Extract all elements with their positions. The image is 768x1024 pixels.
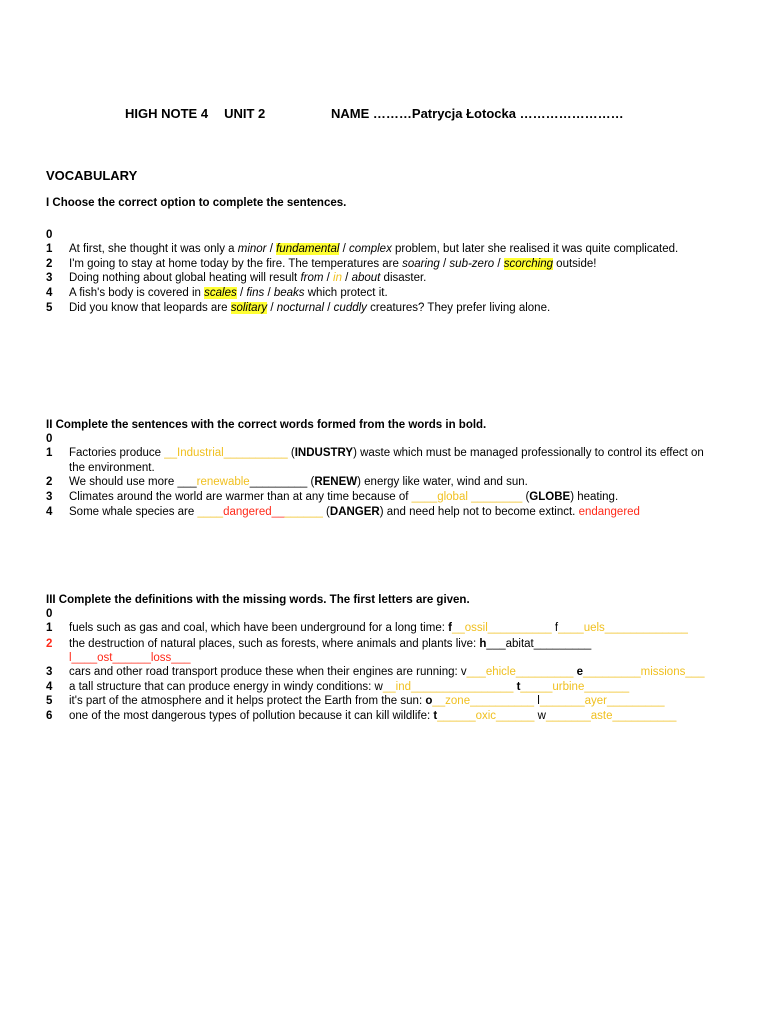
- ex2-example-number: 0: [46, 433, 53, 445]
- answer-fill: ______oxic______: [437, 710, 535, 722]
- first-letter: t: [516, 681, 521, 693]
- ex2-item: [69, 446, 704, 460]
- name-dots-right: ……………………: [519, 106, 624, 121]
- option: nocturnal: [276, 302, 325, 314]
- blank-line: _________: [249, 476, 308, 488]
- ex1-item: [69, 301, 550, 315]
- ex3-item: [69, 709, 676, 723]
- ex2-item: [69, 475, 528, 489]
- answer-fill: __Industrial__________: [164, 447, 288, 459]
- ex1-item-number: 3: [46, 272, 53, 284]
- ex2-item-number: 4: [46, 506, 53, 518]
- ex3-item: [69, 694, 665, 708]
- name-dots-left: ………: [372, 106, 412, 121]
- separator: /: [264, 287, 274, 299]
- ex2-item: [69, 490, 618, 504]
- name-label: NAME: [331, 106, 370, 121]
- sentence-text: Some whale species are: [69, 506, 198, 518]
- separator: /: [236, 287, 247, 299]
- answer-fill: _________missions___: [583, 666, 705, 678]
- sentence-text: At first, she thought it was only a: [69, 243, 238, 255]
- sentence-text: outside!: [552, 258, 597, 270]
- base-word: INDUSTRY: [294, 447, 354, 459]
- first-letter: h: [479, 638, 487, 650]
- separator: /: [494, 258, 504, 270]
- ex3-item-number: 1: [46, 622, 53, 634]
- base-word: DANGER: [329, 506, 380, 518]
- definition-text: cars and other road transport produce these when their engines are running: v: [69, 666, 467, 678]
- student-name: Patrycja Łotocka: [411, 106, 516, 121]
- selected-option: fundamental: [276, 243, 340, 255]
- ex3-item-number: 3: [46, 666, 53, 678]
- ex2-item-number: 3: [46, 491, 53, 503]
- base-word: RENEW: [314, 476, 358, 488]
- ex1-instruction: I Choose the correct option to complete the sentences.: [46, 197, 347, 209]
- sentence-text: ) heating.: [570, 491, 619, 503]
- separator: /: [341, 272, 352, 284]
- sentence-text: Climates around the world are warmer than at any time because of: [69, 491, 412, 503]
- separator: /: [324, 302, 334, 314]
- answer-fill: __ossil__________: [451, 622, 552, 634]
- option: complex: [349, 243, 392, 255]
- ex3-item: [69, 680, 629, 694]
- option: sub-zero: [449, 258, 495, 270]
- sentence-text: (: [322, 506, 330, 518]
- ex2-item-continuation: the environment.: [69, 462, 155, 474]
- ex1-item-number: 5: [46, 302, 53, 314]
- separator: /: [439, 258, 450, 270]
- sentence-text: Factories produce: [69, 447, 165, 459]
- ex3-item: [69, 637, 591, 651]
- first-letter: f: [448, 622, 452, 634]
- ex1-item-number: 1: [46, 243, 53, 255]
- separator: /: [339, 243, 349, 255]
- option: from: [300, 272, 324, 284]
- sentence-text: problem, but later she realised it was quite complicated.: [391, 243, 679, 255]
- ex2-item: [69, 505, 640, 519]
- sentence-text: (: [522, 491, 530, 503]
- sentence-text: I'm going to stay at home today by the fire. The temperatures are: [69, 258, 403, 270]
- answer-fill: _______aste__________: [545, 710, 677, 722]
- ex3-item-number: 2: [46, 638, 53, 650]
- ex3-item-continuation: l____ost______loss___: [69, 652, 191, 664]
- ex2-item-number: 2: [46, 476, 53, 488]
- answer-fill: ___abitat_________: [486, 638, 592, 650]
- worksheet-header: [125, 107, 265, 121]
- sentence-text: disaster.: [380, 272, 427, 284]
- definition-text: a tall structure that can produce energy in windy conditions: w: [69, 681, 383, 693]
- answer-fill: __ind________________: [382, 681, 514, 693]
- answer-fill: _____urbine_______: [520, 681, 630, 693]
- separator: /: [267, 302, 277, 314]
- first-letter: f: [554, 622, 559, 634]
- name-line: [331, 107, 624, 121]
- ex3-item-number: 5: [46, 695, 53, 707]
- option: minor: [237, 243, 267, 255]
- first-letter: o: [425, 695, 433, 707]
- answer-fill: ____global ________: [411, 491, 523, 503]
- sentence-text: (: [307, 476, 315, 488]
- first-letter: l: [537, 695, 540, 707]
- definition-text: the destruction of natural places, such as forests, where animals and plants live:: [69, 638, 480, 650]
- answer-fill: __zone__________: [432, 695, 535, 707]
- ex2-instruction: II Complete the sentences with the correct words formed from the words in bold.: [46, 419, 487, 431]
- selected-option: scales: [204, 287, 237, 299]
- selected-option: in: [333, 272, 342, 284]
- sentence-text: (: [287, 447, 295, 459]
- separator: /: [323, 272, 334, 284]
- definition-text: it's part of the atmosphere and it helps protect the Earth from the sun:: [69, 695, 426, 707]
- definition-text: fuels such as gas and coal, which have been underground for a long time:: [69, 622, 449, 634]
- answer-fill: ___ehicle_________: [466, 666, 574, 678]
- first-letter: t: [433, 710, 438, 722]
- answer-fill: dangered__: [223, 506, 285, 518]
- sentence-text: Doing nothing about global heating will result: [69, 272, 301, 284]
- definition-text: one of the most dangerous types of pollution because it can kill wildlife:: [69, 710, 434, 722]
- selected-option: scorching: [503, 258, 553, 270]
- option: cuddly: [333, 302, 367, 314]
- ex3-instruction: III Complete the definitions with the missing words. The first letters are given.: [46, 594, 470, 606]
- answer-fill: ______: [284, 506, 323, 518]
- sentence-text: creatures? They prefer living alone.: [366, 302, 551, 314]
- sentence-text: which protect it.: [304, 287, 388, 299]
- ex3-example-number: 0: [46, 608, 53, 620]
- base-word: GLOBE: [529, 491, 571, 503]
- answer-fill: ____: [197, 506, 224, 518]
- ex3-item: [69, 621, 688, 635]
- sentence-text: ) energy like water, wind and sun.: [357, 476, 528, 488]
- ex1-item-number: 4: [46, 287, 53, 299]
- section-title: VOCABULARY: [46, 168, 138, 183]
- option: soaring: [402, 258, 440, 270]
- ex1-item: [69, 242, 678, 256]
- option: beaks: [273, 287, 305, 299]
- ex2-item-number: 1: [46, 447, 53, 459]
- answer-fill: ____uels_____________: [558, 622, 688, 634]
- ex3-item: [69, 665, 705, 679]
- answer-fill: renewable: [196, 476, 250, 488]
- option: fins: [246, 287, 265, 299]
- option: about: [351, 272, 381, 284]
- answer-fill: _______ayer_________: [539, 695, 665, 707]
- sentence-text: A fish's body is covered in: [69, 287, 205, 299]
- first-letter: e: [576, 666, 584, 678]
- separator: /: [266, 243, 277, 255]
- first-letter: w: [537, 710, 546, 722]
- correction-note: endangered: [578, 506, 640, 518]
- sentence-text: ) and need help not to become extinct.: [379, 506, 579, 518]
- unit-title: UNIT 2: [224, 106, 266, 121]
- ex1-item-number: 2: [46, 258, 53, 270]
- book-title: HIGH NOTE 4: [125, 106, 209, 121]
- sentence-text: Did you know that leopards are: [69, 302, 231, 314]
- ex1-item: [69, 271, 426, 285]
- ex1-item: [69, 257, 596, 271]
- ex1-example-number: 0: [46, 229, 53, 241]
- ex3-item-number: 4: [46, 681, 53, 693]
- sentence-text: We should use more ___: [69, 476, 197, 488]
- ex1-item: [69, 286, 388, 300]
- ex3-item-number: 6: [46, 710, 53, 722]
- sentence-text: ) waste which must be managed professionally to control its effect on: [353, 447, 704, 459]
- selected-option: solitary: [230, 302, 268, 314]
